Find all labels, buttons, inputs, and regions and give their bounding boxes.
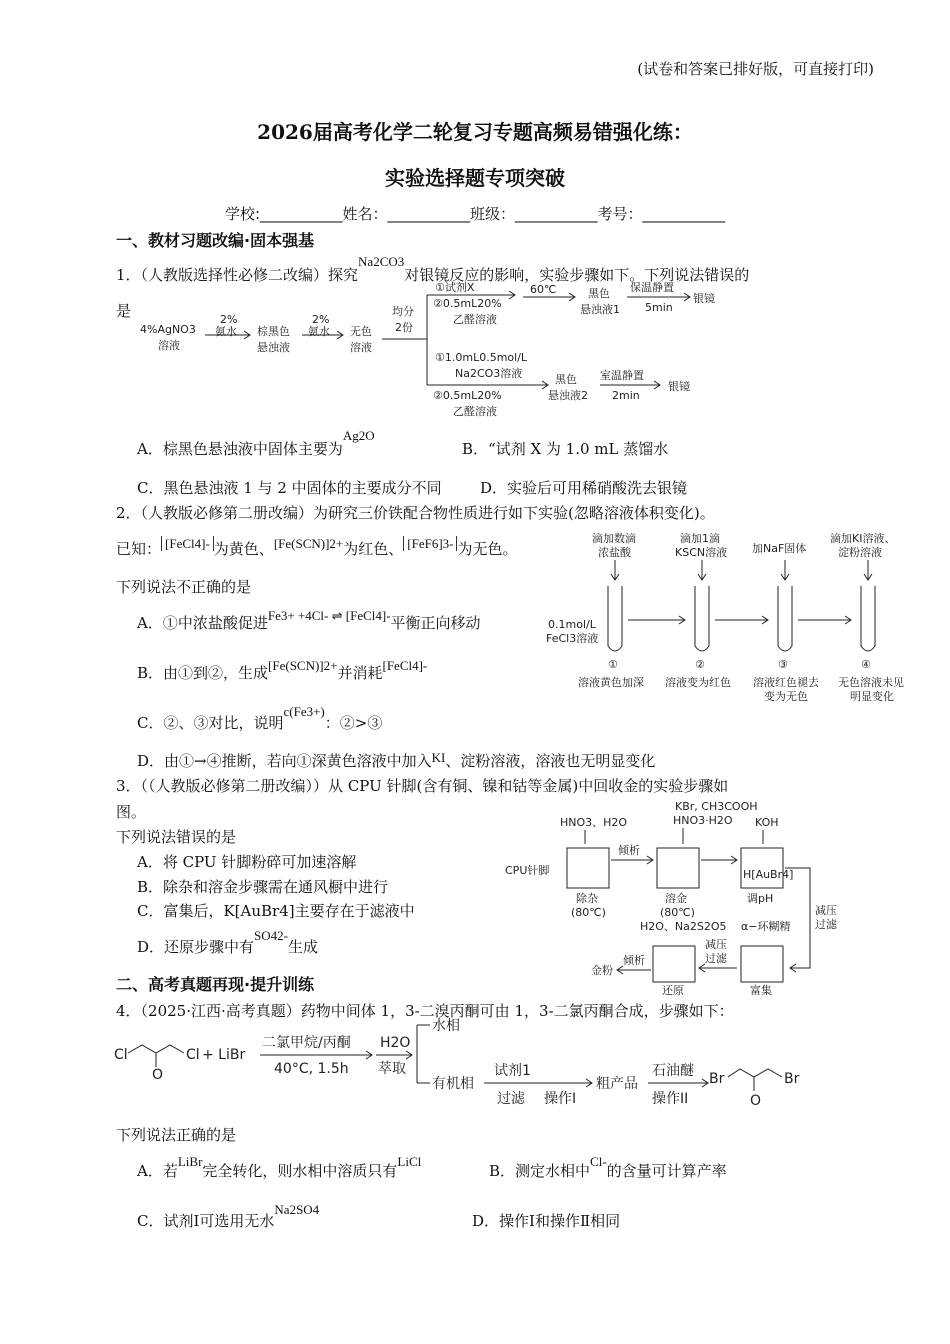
q1-fig-step1-bot: 氨水 [215, 325, 237, 338]
q4-option-a[interactable] [137, 1154, 422, 1181]
q2-fig-c2: 溶液变为红色 [665, 676, 731, 689]
q1-fig-b1-time: 5min [645, 301, 673, 314]
section-1-heading: 一、教材习题改编·固本强基 [116, 231, 315, 250]
q3-fig-beaker2 [657, 848, 699, 888]
q4-option-c[interactable] [137, 1202, 320, 1231]
q4-fig-chain1 [128, 1045, 184, 1053]
q3-option-c[interactable]: C．富集后，K[AuBr4]主要存在于滤液中 [137, 902, 415, 920]
q4-fig-o: O [152, 1067, 164, 1083]
q2-fig-c4a: 无色溶液未见 [838, 676, 904, 689]
q3-fig-filter4: 过滤 [705, 952, 727, 965]
q3-option-d[interactable] [137, 928, 318, 957]
student-info-line: 学校:___________姓名：___________班级：___________考号：___________ [224, 205, 726, 223]
q3-fig-s2: 溶金 [665, 892, 687, 905]
q3-fig-r5: α−环糊精 [741, 920, 791, 933]
q4-fig-cond2: 40°C, 1.5h [274, 1061, 349, 1077]
q4-option-b-text: B．测定水相中 [489, 1162, 591, 1180]
q4-fig-br2: Br [784, 1071, 800, 1087]
q3-fig-beaker5 [741, 946, 783, 982]
q3-option-d-formula: SO42- [254, 928, 288, 943]
q4-fig-crude: 粗产品 [596, 1076, 638, 1092]
q2-option-c[interactable] [137, 704, 383, 733]
q2-fig-tube4 [861, 586, 875, 651]
q4-fig-cond1: 二氯甲烷/丙酮 [262, 1035, 351, 1051]
q4-option-b-formula: Cl- [590, 1154, 607, 1169]
q4-option-d[interactable]: D．操作Ⅰ和操作Ⅱ相同 [472, 1212, 621, 1230]
q2-option-d[interactable] [137, 750, 655, 771]
q4-stem: 4．（2025·江西·高考真题）药物中间体 1，3-二溴丙酮可由 1，3-二氯丙酮合成，步骤如下： [116, 1002, 734, 1020]
q1-option-c[interactable]: C．黑色悬浊液 1 与 2 中固体的主要成分不同 [137, 479, 442, 497]
q1-fig-b2-p2: 悬浊液2 [548, 389, 588, 402]
q4-fig-extract: 萃取 [378, 1061, 406, 1077]
q3-fig-filter: 减压 [815, 904, 837, 917]
q2-fig-t3a: 加NaF固体 [752, 542, 807, 555]
q2-fig-t4a: 滴加KI溶液、 [830, 532, 896, 545]
title-line-2: 实验选择题专项突破 [385, 166, 565, 190]
q4-question: 下列说法正确的是 [116, 1126, 237, 1144]
q4-option-c-text: C．试剂Ⅰ可选用无水 [137, 1212, 275, 1230]
q3-option-d-text: D．还原步骤中有 [137, 938, 255, 956]
q3-fig-filter2: 过滤 [815, 918, 837, 931]
q2-fig-t1a: 滴加数滴 [592, 532, 636, 545]
q3-fig-pour2: 倾析 [623, 954, 645, 967]
q2-stem: 2．（人教版必修第二册改编）为研究三价铁配合物性质进行如下实验(忽略溶液体积变化)。 [116, 504, 715, 522]
q2-known-4: 为无色。 [457, 540, 518, 558]
q1-option-a-text: A．棕黑色悬浊液中固体主要为 [137, 440, 343, 458]
q4-fig-reag: 试剂1 [494, 1063, 531, 1079]
q2-fig-t2b: KSCN溶液 [675, 546, 728, 559]
q3-fig-gold: 金粉 [591, 964, 613, 977]
q3-stem: 3．（（人教版必修第二册改编））从 CPU 针脚(含有铜、镍和钴等金属)中回收金的实验步骤如 [116, 777, 729, 795]
q1-fig-split-bot: 2份 [395, 321, 413, 334]
q1-fig-b1-temp: 60℃ [530, 283, 557, 296]
q2-fig-left1: 0.1mol/L [548, 618, 596, 631]
q2-fig-left2: FeCl3溶液 [546, 632, 599, 645]
q1-fig-b1-end: 银镜 [693, 292, 715, 305]
q1-fig-b2-end: 银镜 [668, 380, 690, 393]
q1-fig-step1-top: 2% [220, 313, 238, 326]
q2-formula-fef6: [FeF6]3- [403, 536, 457, 551]
q2-option-c-text: C．②、③对比，说明 [137, 714, 284, 732]
q4-fig-op2: 操作II [652, 1091, 689, 1107]
q4-fig-br1: Br [709, 1071, 725, 1087]
q2-fig-c1: 溶液黄色加深 [578, 676, 644, 689]
print-note: (试卷和答案已排好版，可直接打印) [637, 60, 874, 78]
q1-option-d[interactable]: D．实验后可用稀硝酸洗去银镜 [480, 479, 688, 497]
q2-option-a-text2: 平衡正向移动 [390, 614, 481, 632]
q2-fig-tube1 [608, 586, 622, 651]
q2-option-d-text: D．由①→④推断，若向①深黄色溶液中加入 [137, 752, 432, 770]
q1-formula: Na2CO3 [358, 254, 405, 269]
q4-fig-cl2: Cl [186, 1047, 200, 1063]
q3-fig-filter-path [785, 868, 810, 968]
q2-option-b-text: B．由①到②，生成 [137, 664, 269, 682]
q2-option-d-text2: 、淀粉溶液，溶液也无明显变化 [445, 752, 656, 770]
q1-option-b[interactable]: B．“试剂 X 为 1.0 mL 蒸馏水 [462, 440, 669, 458]
q4-option-c-formula: Na2SO4 [274, 1202, 320, 1217]
q2-fig-c3a: 溶液红色褪去 [753, 676, 819, 689]
q3-fig-filter3: 减压 [705, 938, 727, 951]
q1-fig-b1-rest: 保温静置 [630, 281, 674, 294]
q3-stem2: 图。 [116, 803, 147, 821]
q1-fig-b2-d: 乙醛溶液 [453, 405, 497, 418]
q3-fig-s1: 除杂 [576, 892, 598, 905]
q3-process-figure [505, 798, 855, 997]
q3-option-d-text2: 生成 [287, 938, 318, 956]
q2-known-2: 为黄色、 [213, 540, 274, 558]
q3-question: 下列说法错误的是 [116, 828, 237, 846]
q2-option-a-text: A．①中浓盐酸促进 [137, 614, 268, 632]
q2-option-d-formula: KI [431, 750, 446, 765]
q4-fig-plus: + LiBr [202, 1047, 246, 1063]
title-line-1: 2026届高考化学二轮复习专题高频易错强化练： [257, 120, 693, 144]
q1-fig-b1-p2: 悬浊液1 [580, 303, 620, 316]
q2-option-a[interactable] [137, 608, 481, 633]
q1-stem-text2: 对银镜反应的影响，实验步骤如下。下列说法错误的 [404, 266, 750, 284]
q2-fig-n2: ② [695, 658, 705, 671]
q1-fig-b2-b: Na2CO3溶液 [455, 367, 523, 380]
q4-fig-o2: O [750, 1093, 762, 1109]
q3-fig-s3: H[AuBr4] [743, 868, 794, 881]
q2-known-3: 为红色、 [343, 540, 404, 558]
q4-option-a-text2: 完全转化，则水相中溶质只有 [202, 1162, 398, 1180]
q1-fig-start: 4%AgNO3 [140, 323, 196, 336]
q1-fig-b1-b: ②0.5mL20% [433, 297, 502, 310]
q2-option-b-text2: 并消耗 [337, 664, 383, 682]
q2-formula-fescn: [Fe(SCN)]2+ [273, 536, 344, 551]
q4-option-a-text: A．若 [137, 1162, 178, 1180]
q2-tubes-figure [540, 528, 920, 713]
q3-fig-s4: 还原 [662, 984, 684, 997]
q4-option-a-formula: LiBr [177, 1154, 203, 1169]
q1-option-a-formula: Ag2O [342, 428, 375, 443]
q1-fig-b2-rest: 室温静置 [600, 369, 644, 382]
q1-fig-start2: 溶液 [158, 339, 180, 352]
q4-fig-filt: 过滤 [497, 1091, 525, 1107]
q2-fig-c4b: 明显变化 [850, 690, 894, 703]
q2-fig-tube3 [778, 586, 792, 651]
q2-fig-t2a: 滴加1滴 [680, 532, 720, 545]
q1-fig-b1-a: ①试剂X [435, 281, 475, 294]
q4-fig-org: 有机相 [432, 1076, 474, 1092]
q4-option-b[interactable] [489, 1154, 727, 1181]
q4-option-b-text2: 的含量可计算产率 [606, 1162, 727, 1180]
q3-option-b[interactable]: B．除杂和溶金步骤需在通风橱中进行 [137, 878, 389, 896]
q2-option-c-text2: ：②>③ [324, 714, 383, 732]
q1-fig-b2-time: 2min [612, 389, 640, 402]
q4-fig-pe: 石油醚 [652, 1063, 694, 1079]
q4-fig-aq: 水相 [432, 1018, 460, 1034]
q1-option-a[interactable] [137, 428, 375, 459]
q2-known-1: 已知： [116, 540, 162, 558]
q3-fig-r2b: HNO3·H2O [673, 814, 733, 827]
q3-fig-beaker1 [567, 848, 609, 888]
q2-option-b-formula2: [FeCl4]- [382, 658, 428, 673]
q1-fig-split-top: 均分 [392, 305, 414, 318]
q2-fig-t1b: 浓盐酸 [598, 546, 631, 559]
q1-stem-text: 1．（人教版选择性必修二改编）探究 [116, 266, 359, 284]
q1-stem3: 是 [116, 302, 132, 320]
q4-option-a-formula2: LiCl [397, 1154, 422, 1169]
q3-option-a[interactable]: A．将 CPU 针脚粉碎可加速溶解 [137, 853, 357, 871]
q4-fig-h2o: H2O [380, 1035, 411, 1051]
section-2-heading: 二、高考真题再现·提升训练 [116, 975, 315, 994]
q4-fig-chain2 [728, 1069, 782, 1077]
q3-fig-r2a: KBr, CH3COOH [675, 800, 758, 813]
q1-fig-b1-p: 黑色 [588, 287, 610, 300]
q2-option-b[interactable] [137, 658, 428, 683]
q2-question: 下列说法不正确的是 [116, 578, 252, 596]
q3-fig-cpu: CPU针脚 [505, 864, 550, 877]
q1-fig-step2-top: 2% [312, 313, 330, 326]
q1-reaction-figure [130, 275, 730, 420]
q1-fig-mid2: 无色 [350, 325, 372, 338]
q2-fig-n4: ④ [861, 658, 871, 671]
q3-fig-s5: 富集 [750, 984, 772, 997]
q2-fig-tube2 [695, 586, 709, 651]
q2-option-b-formula: [Fe(SCN)]2+ [268, 658, 338, 673]
q2-fig-n3: ③ [778, 658, 788, 671]
q1-fig-b2-a: ①1.0mL0.5mol/L [435, 351, 528, 364]
q1-fig-mid2b: 溶液 [350, 341, 372, 354]
q2-option-a-eq: Fe3+ +4Cl- ⇌ [FeCl4]- [267, 608, 391, 623]
q2-fig-c3b: 变为无色 [764, 690, 808, 703]
q4-fig-op1: 操作I [544, 1091, 577, 1107]
q3-fig-r1: HNO3、H2O [560, 816, 628, 829]
q1-fig-b1-c: 乙醛溶液 [453, 313, 497, 326]
q3-fig-s3b: 调pH [747, 892, 774, 905]
q3-fig-pour1: 倾析 [618, 844, 640, 857]
q3-fig-r3: KOH [755, 816, 779, 829]
q4-scheme-figure [112, 1015, 812, 1110]
q3-fig-s2t: (80℃) [660, 906, 695, 919]
q2-fig-n1: ① [608, 658, 618, 671]
q4-fig-cl1: Cl [114, 1047, 128, 1063]
q1-fig-b2-p: 黑色 [555, 373, 577, 386]
q3-fig-s1t: (80℃) [571, 906, 606, 919]
q1-fig-mid1: 棕黑色 [257, 325, 290, 338]
q1-fig-b2-c: ②0.5mL20% [433, 389, 502, 402]
q1-fig-mid1b: 悬浊液 [257, 341, 290, 354]
q1-fig-step2-bot: 氨水 [308, 325, 330, 338]
q2-formula-fecl4: [FeCl4]- [161, 536, 214, 551]
q3-fig-beaker4 [653, 946, 695, 982]
q2-fig-t4b: 淀粉溶液 [838, 546, 882, 559]
q3-fig-r4: H2O、Na2S2O5 [640, 920, 727, 933]
q2-known [116, 538, 518, 559]
q2-option-c-formula: c(Fe3+) [283, 704, 325, 719]
